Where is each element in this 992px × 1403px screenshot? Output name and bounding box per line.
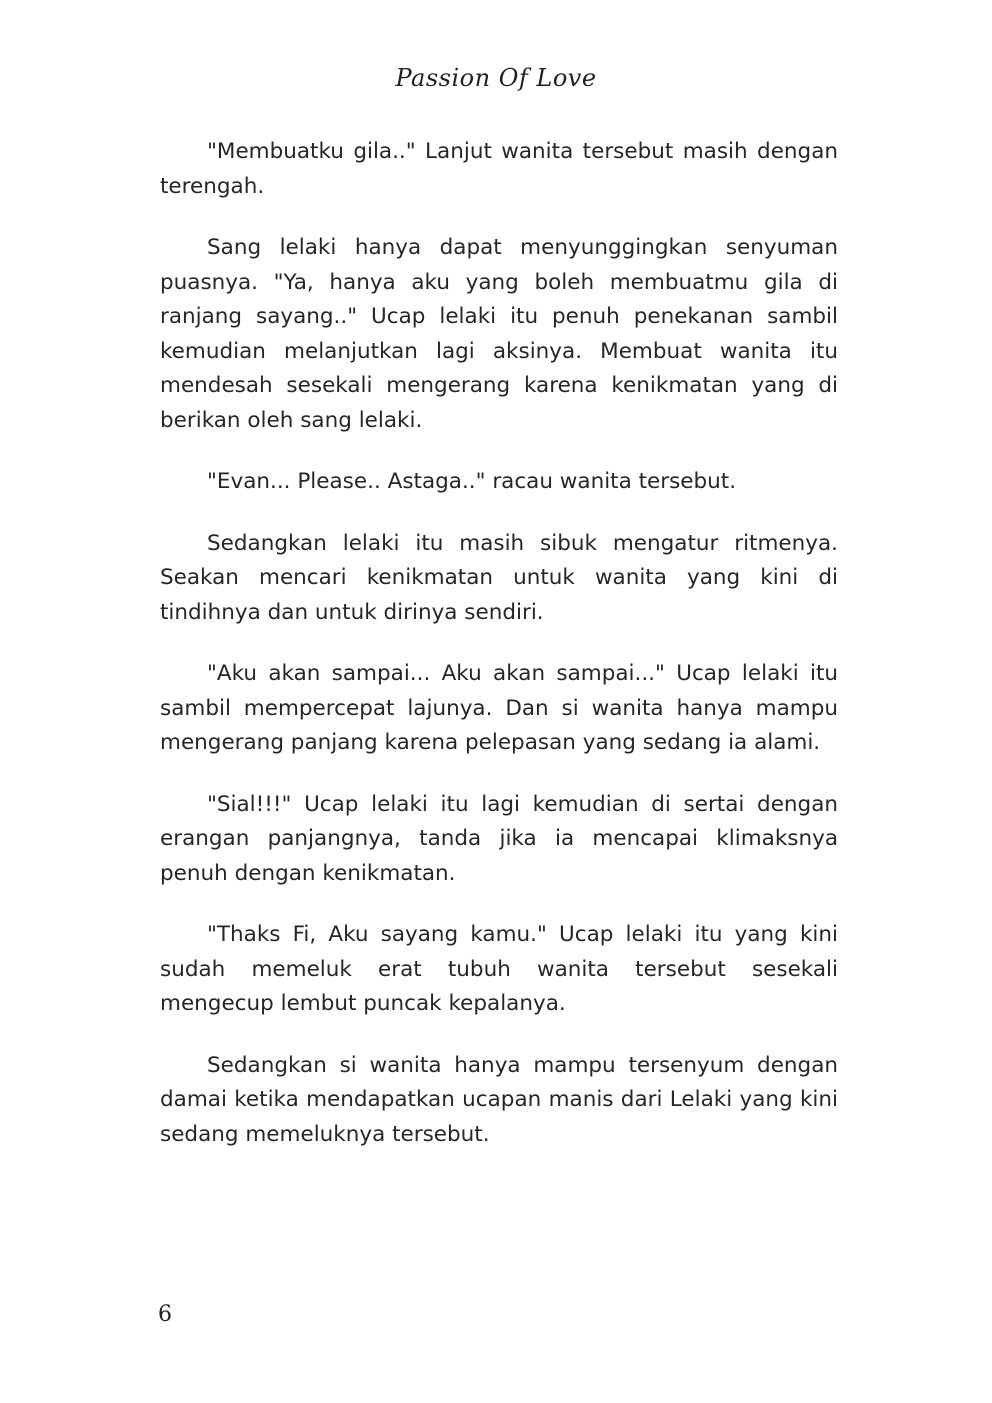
running-header: Passion Of Love xyxy=(395,64,597,92)
paragraph: "Sial!!!" Ucap lelaki itu lagi kemudian di sertai dengan erangan panjangnya, tanda jika ia mencapai klimaksnya penuh dengan kenikmatan. xyxy=(160,791,838,886)
paragraph: Sang lelaki hanya dapat menyunggingkan senyuman puasnya. "Ya, hanya aku yang boleh membuatmu gila di ranjang sayang.." Ucap lelaki itu penuh penekanan sambil kemudian melanjutkan lagi aksinya. Membuat wanita itu mendesah sesekali mengerang karena kenikmatan yang di berikan oleh sang lelaki. xyxy=(160,235,838,433)
paragraph: "Aku akan sampai... Aku akan sampai..." Ucap lelaki itu sambil mempercepat lajunya. Dan si wanita hanya mampu mengerang panjang karena pelepasan yang sedang ia alami. xyxy=(160,661,838,755)
paragraph: "Evan... Please.. Astaga.." racau wanita tersebut. xyxy=(207,469,737,494)
paragraph: Sedangkan lelaki itu masih sibuk mengatur ritmenya. Seakan mencari kenikmatan untuk wanita yang kini di tindihnya dan untuk dirinya sendiri. xyxy=(160,530,838,625)
page-number: 6 xyxy=(158,1302,172,1327)
page-body xyxy=(160,135,838,1179)
paragraph: "Thaks Fi, Aku sayang kamu." Ucap lelaki itu yang kini sudah memeluk erat tubuh wanita tersebut sesekali mengecup lembut puncak kepalanya. xyxy=(160,922,838,1016)
paragraph: "Membuatku gila.." Lanjut wanita tersebut masih dengan terengah. xyxy=(160,139,838,199)
paragraph: Sedangkan si wanita hanya mampu tersenyum dengan damai ketika mendapatkan ucapan manis dari Lelaki yang kini sedang memeluknya tersebut. xyxy=(160,1052,838,1147)
